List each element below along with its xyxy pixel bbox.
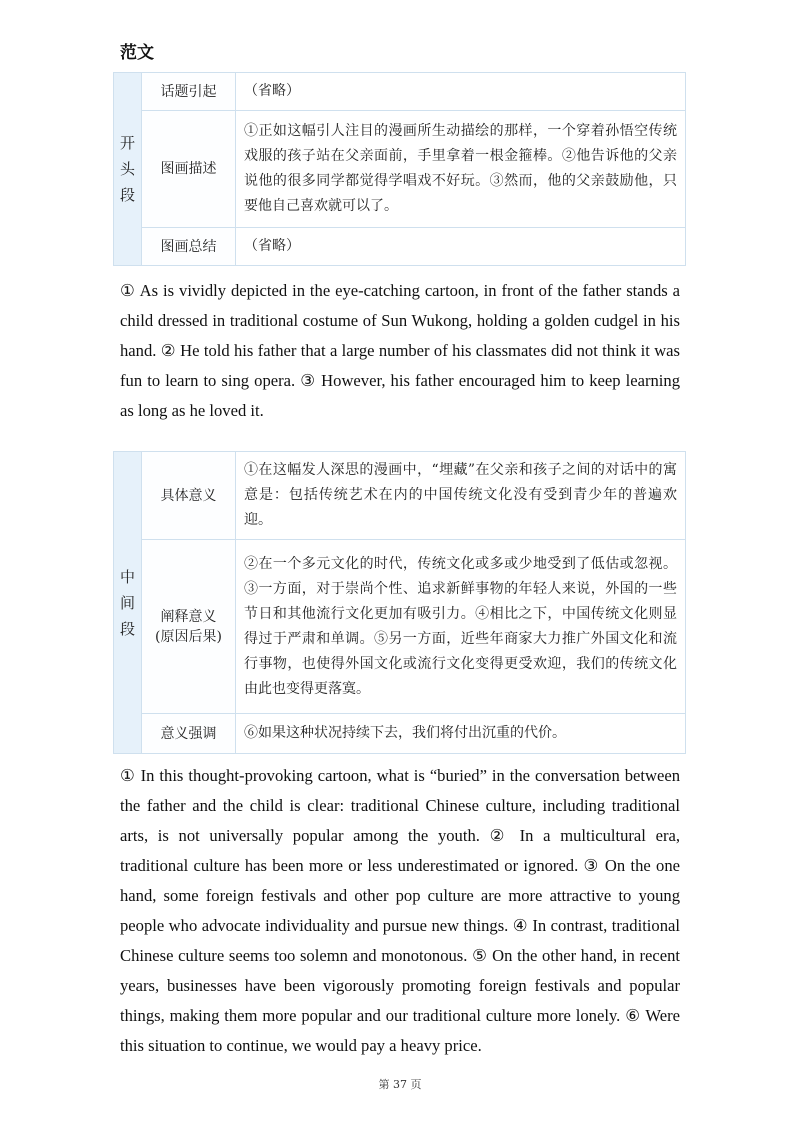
row-label-line: 阐释意义 xyxy=(160,608,217,625)
row-label: 具体意义 xyxy=(142,452,236,540)
table-row xyxy=(114,714,686,754)
row-label-subline: (原因后果) xyxy=(155,628,222,645)
row-content: ①正如这幅引人注目的漫画所生动描绘的那样，一个穿着孙悟空传统戏服的孩子站在父亲面前，手里拿着一根金箍棒。②他告诉他的父亲说他的很多同学都觉得学唱戏不好玩。③然而，他的父亲鼓励他，只要他自己喜欢就可以了。 xyxy=(236,111,686,228)
row-label: 话题引起 xyxy=(142,73,236,111)
row-label: 意义强调 xyxy=(142,714,236,754)
row-content: ②在一个多元文化的时代，传统文化或多或少地受到了低估或忽视。③一方面，对于崇尚个性、追求新鲜事物的年轻人来说，外国的一些节日和其他流行文化更加有吸引力。④相比之下，中国传统文化则显得过于严肃和单调。⑤另一方面，近些年商家大力推广外国文化和流行事物，也使得外国文化或流行文化变得更受欢迎，我们的传统文化由此也变得更落寞。 xyxy=(236,540,686,714)
table-row xyxy=(114,111,686,228)
section-label-middle xyxy=(114,452,142,754)
table-row xyxy=(114,228,686,266)
section-char: 头 xyxy=(119,160,135,178)
section-char: 间 xyxy=(119,593,135,612)
row-content: （省略） xyxy=(236,228,686,266)
table-row xyxy=(114,452,686,540)
page-heading: 范文 xyxy=(120,43,154,63)
row-content: （省略） xyxy=(236,73,686,111)
section-char: 段 xyxy=(119,619,135,638)
row-label xyxy=(142,540,236,714)
section-char: 开 xyxy=(119,134,135,152)
opening-section-table xyxy=(113,72,686,266)
row-label: 图画总结 xyxy=(142,228,236,266)
table-row xyxy=(114,73,686,111)
english-paragraph-opening: ① As is vividly depicted in the eye-catching cartoon, in front of the father stands a child dressed in traditional costume of Sun Wukong, holding a golden cudgel in his hand. ② He told his father that a large number of his classmates did not think it was fun to learn to sing opera. ③ However, his father encouraged him to keep learning as long as he loved it. xyxy=(120,281,680,420)
row-content: ⑥如果这种状况持续下去，我们将付出沉重的代价。 xyxy=(236,714,686,754)
middle-section-table xyxy=(113,451,686,754)
table-row xyxy=(114,540,686,714)
page-number: 第 37 页 xyxy=(378,1078,422,1091)
english-paragraph-middle: ① In this thought-provoking cartoon, what is “buried” in the conversation between the father and the child is clear: traditional Chinese culture, including traditional arts, is not universally popular among the youth. ② In a multicultural era, traditional culture has been more or less underestimated or ignored. ③ On the one hand, some foreign festivals and other pop culture are more attractive to young people who advocate individuality and pursue new things. ④ In contrast, traditional Chinese culture seems too solemn and monotonous. ⑤ On the other hand, in recent years, businesses have been vigorously promoting foreign festivals and popular things, making them more popular and our traditional culture more lonely. ⑥ Were this situation to continue, we would pay a heavy price. xyxy=(120,766,680,1055)
section-char: 段 xyxy=(119,186,135,204)
row-label: 图画描述 xyxy=(142,111,236,228)
section-label-opening xyxy=(114,73,142,266)
row-content: ①在这幅发人深思的漫画中，“埋藏”在父亲和孩子之间的对话中的寓意是：包括传统艺术在内的中国传统文化没有受到青少年的普遍欢迎。 xyxy=(236,452,686,540)
section-char: 中 xyxy=(119,567,135,586)
